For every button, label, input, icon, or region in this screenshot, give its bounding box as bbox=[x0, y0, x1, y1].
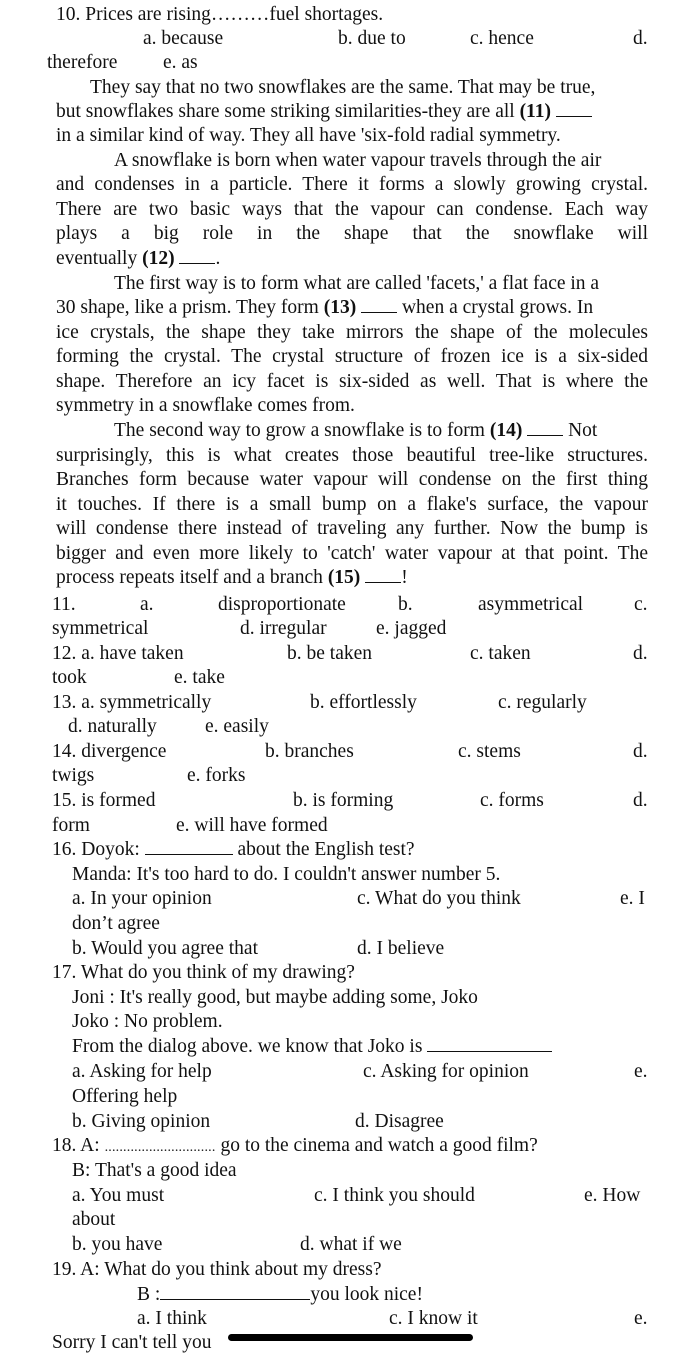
q18-dotted-blank: .............................. bbox=[104, 1140, 216, 1155]
q18-stem bbox=[52, 1134, 538, 1160]
q17-stem: 17. What do you think of my drawing? bbox=[52, 962, 355, 983]
q11-option-d: d. irregular bbox=[240, 618, 327, 639]
q12-option-b: b. be taken bbox=[287, 643, 373, 664]
passage-line: in a similar kind of way. They all have 'six-fold radial symmetry. bbox=[56, 125, 561, 146]
q15-option-e: e. will have formed bbox=[176, 815, 328, 836]
q17-option-c: c. Asking for opinion bbox=[363, 1061, 529, 1082]
passage-line: The first way is to form what are called 'facets,' a flat face in a bbox=[114, 273, 600, 294]
q15-option-d-label: d. bbox=[633, 790, 648, 811]
q17-option-e-label: e. bbox=[634, 1061, 648, 1082]
q11-option-c-label: c. bbox=[634, 594, 648, 615]
q12-option-a: 12. a. have taken bbox=[52, 643, 184, 664]
q11-option-a-label: a. bbox=[140, 594, 154, 615]
q13-option-c: c. regularly bbox=[498, 692, 587, 713]
q18-option-a: a. You must bbox=[72, 1185, 165, 1206]
passage-line: plays a big role in the shape that the snowflake will bbox=[56, 223, 648, 244]
q19-b-tail: you look nice! bbox=[310, 1284, 423, 1305]
q12-option-d-label: d. bbox=[633, 643, 648, 664]
q10-option-c: c. hence bbox=[470, 28, 534, 49]
q16-manda-line: Manda: It's too hard to do. I couldn't answer number 5. bbox=[72, 864, 501, 885]
passage-line: They say that no two snowflakes are the same. That may be true, bbox=[90, 77, 596, 98]
q17-option-e: Offering help bbox=[72, 1086, 178, 1107]
q12-option-c: c. taken bbox=[470, 643, 531, 664]
q10-stem: 10. Prices are rising………fuel shortages. bbox=[56, 4, 384, 25]
q18-stem-tail: go to the cinema and watch a good film? bbox=[215, 1135, 538, 1156]
q15-option-b: b. is forming bbox=[293, 790, 394, 811]
passage-line: A snowflake is born when water vapour travels through the air bbox=[114, 150, 602, 171]
passage-line: and condenses in a particle. There it forms a slowly growing crystal. bbox=[56, 174, 648, 195]
passage-text: process repeats itself and a branch bbox=[56, 567, 328, 588]
q15-option-c: c. forms bbox=[480, 790, 544, 811]
answer-blank-11 bbox=[556, 100, 592, 117]
q19-option-c: c. I know it bbox=[389, 1308, 478, 1329]
passage-text: when a crystal grows. In bbox=[397, 297, 594, 318]
q16-option-b: b. Would you agree that bbox=[72, 938, 258, 959]
passage-line: eventually (12) . bbox=[56, 248, 221, 269]
blank-number-14: (14) bbox=[489, 420, 523, 441]
q16-speaker: 16. Doyok: bbox=[52, 839, 145, 860]
q17-joni-line: Joni : It's really good, but maybe adding some, Joko bbox=[72, 987, 478, 1008]
q17-answer-blank bbox=[427, 1035, 552, 1052]
passage-line: Branches form because water vapour will condense on the first thing bbox=[56, 469, 648, 490]
passage-line bbox=[56, 296, 593, 320]
passage-line: ice crystals, the shape they take mirrors the shape of the molecules bbox=[56, 322, 648, 343]
q18-speaker: 18. A: bbox=[52, 1135, 105, 1156]
q19-stem: 19. A: What do you think about my dress? bbox=[52, 1259, 382, 1280]
q19-answer-blank bbox=[160, 1283, 310, 1300]
q18-option-e: about bbox=[72, 1209, 116, 1230]
passage-text: but snowflakes share some striking similarities-they are all bbox=[56, 101, 520, 122]
q14-option-d: twigs bbox=[52, 765, 95, 786]
passage-line bbox=[114, 419, 597, 443]
q19-option-e-label: e. bbox=[634, 1308, 648, 1329]
q16-option-c: c. What do you think bbox=[357, 888, 521, 909]
q13-option-e: e. easily bbox=[205, 716, 269, 737]
q13-option-d: d. naturally bbox=[68, 716, 157, 737]
passage-text: eventually bbox=[56, 248, 143, 269]
passage-text: ! bbox=[401, 567, 408, 588]
answer-blank-15 bbox=[365, 566, 401, 583]
blank-number-11: (11) bbox=[519, 101, 551, 122]
q17-option-b: b. Giving opinion bbox=[72, 1111, 211, 1132]
q18-option-b: b. you have bbox=[72, 1234, 163, 1255]
q13-option-b: b. effortlessly bbox=[310, 692, 417, 713]
blank-number-15: (15) bbox=[327, 567, 361, 588]
q19-option-a: a. I think bbox=[137, 1308, 207, 1329]
q16-option-e: don’t agree bbox=[72, 913, 160, 934]
passage-line: forming the crystal. The crystal structure of frozen ice is a six-sided bbox=[56, 346, 648, 367]
blank-number-12: (12) bbox=[142, 248, 175, 269]
q16-option-d: d. I believe bbox=[357, 938, 445, 959]
passage-text: Not bbox=[563, 420, 598, 441]
q10-option-a: a. because bbox=[143, 28, 224, 49]
passage-line: shape. Therefore an icy facet is six-sided as well. That is where the bbox=[56, 371, 648, 392]
q14-option-b: b. branches bbox=[265, 741, 354, 762]
q15-option-d: form bbox=[52, 815, 90, 836]
q14-option-e: e. forks bbox=[187, 765, 246, 786]
passage-line: There are two basic ways that the vapour can condense. Each way bbox=[56, 199, 648, 220]
q12-option-d: took bbox=[52, 667, 87, 688]
passage-line: surprisingly, this is what creates those beautiful tree-like structures. bbox=[56, 445, 648, 466]
q14-option-c: c. stems bbox=[458, 741, 521, 762]
q16-stem-tail: about the English test? bbox=[237, 839, 415, 860]
q14-option-d-label: d. bbox=[633, 741, 648, 762]
q11-option-b-label: b. bbox=[398, 594, 413, 615]
q10-option-d-cont: therefore bbox=[47, 52, 118, 73]
q10-option-e: e. as bbox=[163, 52, 198, 73]
answer-blank-13 bbox=[361, 296, 397, 313]
passage-line: bigger and even more likely to 'catch' water vapour at that point. The bbox=[56, 543, 648, 564]
q19-option-e: Sorry I can't tell you bbox=[52, 1332, 212, 1353]
q16-stem bbox=[52, 838, 415, 862]
q17-option-a: a. Asking for help bbox=[72, 1061, 212, 1082]
q12-option-e: e. take bbox=[174, 667, 225, 688]
passage-line bbox=[56, 100, 592, 124]
answer-blank-12 bbox=[179, 247, 215, 264]
q17-prompt bbox=[72, 1035, 552, 1059]
q10-option-b: b. due to bbox=[338, 28, 406, 49]
q19-b-line bbox=[137, 1283, 423, 1307]
q11-number: 11. bbox=[52, 594, 76, 615]
passage-line bbox=[56, 566, 408, 590]
passage-text: 30 shape, like a prism. They form bbox=[56, 297, 324, 318]
q11-option-a: disproportionate bbox=[218, 594, 346, 615]
redaction-bar bbox=[228, 1334, 473, 1341]
blank-number-13: (13) bbox=[323, 297, 357, 318]
q11-option-b: asymmetrical bbox=[478, 594, 584, 615]
q18-option-c: c. I think you should bbox=[314, 1185, 475, 1206]
q16-option-e-label: e. I bbox=[620, 888, 645, 909]
q18-option-e-label: e. How bbox=[584, 1185, 641, 1206]
q11-option-c: symmetrical bbox=[52, 618, 149, 639]
passage-text: The second way to grow a snowflake is to form bbox=[114, 420, 490, 441]
q17-joko-line: Joko : No problem. bbox=[72, 1011, 223, 1032]
q19-b-label: B : bbox=[137, 1284, 161, 1305]
q11-option-e: e. jagged bbox=[376, 618, 447, 639]
q17-option-d: d. Disagree bbox=[355, 1111, 444, 1132]
q14-option-a: 14. divergence bbox=[52, 741, 167, 762]
q18-option-d: d. what if we bbox=[300, 1234, 402, 1255]
q17-prompt-text: From the dialog above. we know that Joko is bbox=[72, 1036, 423, 1057]
answer-blank-14 bbox=[527, 419, 563, 436]
q16-option-a: a. In your opinion bbox=[72, 888, 212, 909]
q10-option-d: d. bbox=[633, 28, 648, 49]
q13-option-a: 13. a. symmetrically bbox=[52, 692, 212, 713]
q16-answer-blank bbox=[145, 838, 233, 855]
passage-line: it touches. If there is a small bump on a flake's surface, the vapour bbox=[56, 494, 648, 515]
passage-line: symmetry in a snowflake comes from. bbox=[56, 395, 355, 416]
q15-option-a: 15. is formed bbox=[52, 790, 156, 811]
passage-line: will condense there instead of traveling any further. Now the bump is bbox=[56, 518, 648, 539]
q18-b-reply: B: That's a good idea bbox=[72, 1160, 237, 1181]
